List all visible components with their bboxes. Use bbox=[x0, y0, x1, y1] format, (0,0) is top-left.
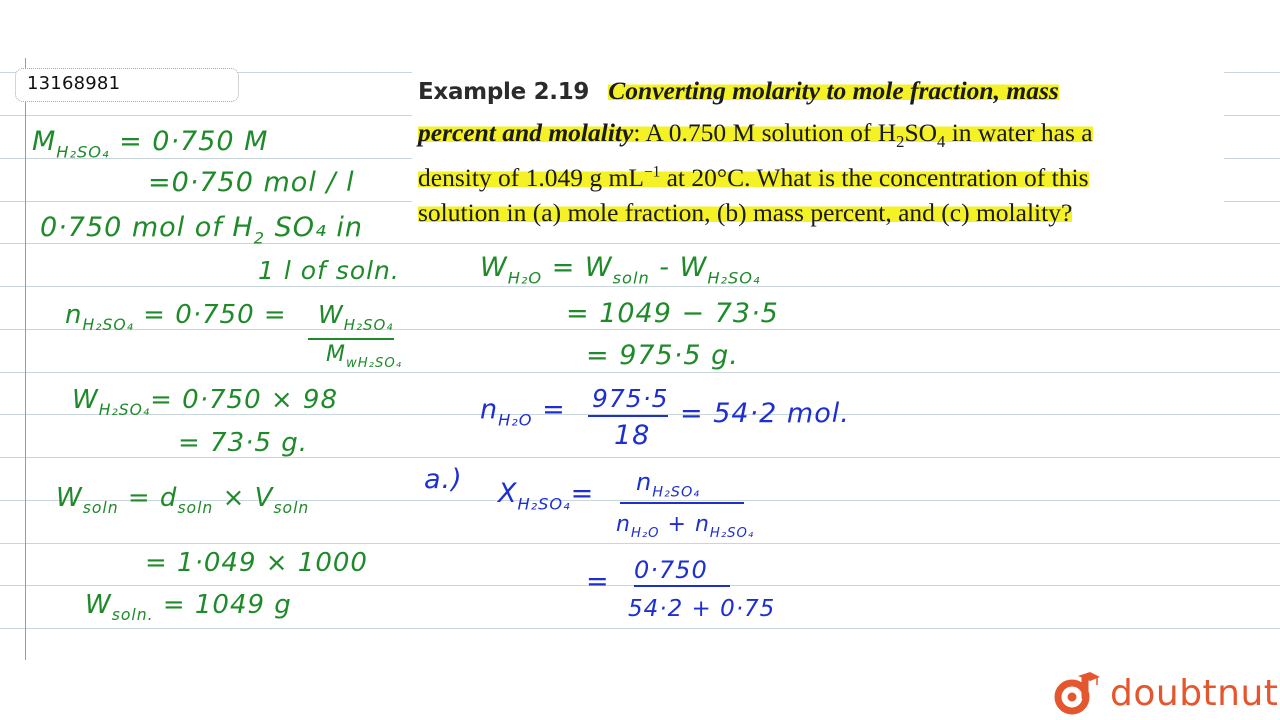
note-mf-value-denominator: 54·2 + 0·75 bbox=[628, 596, 776, 622]
example-label: Example 2.19 bbox=[418, 79, 590, 105]
question-id: 13168981 bbox=[27, 73, 121, 94]
note-density-times-volume: = 1·049 × 1000 bbox=[145, 548, 368, 578]
fraction-bar bbox=[588, 415, 668, 417]
fraction-bar bbox=[634, 585, 730, 587]
note-moles-h2so4: $n_{H_2SO_4} = 0\cdot 750$ = bbox=[65, 300, 287, 335]
note-mol-per-l: =0·750 mol / l bbox=[148, 167, 355, 198]
note-1l-soln: 1 l of soln. bbox=[258, 256, 400, 285]
textbook-line-3: density of 1.049 g $mL^{-1}$ at 20°C. What is the concentration of this bbox=[418, 162, 1089, 192]
textbook-line-2: percent and molality: A 0.750 M solution of $H_2SO_4$ in water has a bbox=[418, 118, 1093, 152]
textbook-line-4: solution in (a) mole fraction, (b) mass percent, and (c) molality? bbox=[418, 198, 1073, 227]
textbook-line-1 bbox=[418, 72, 1218, 111]
example-title: Converting molarity to mole fraction, mass bbox=[608, 76, 1059, 105]
fraction-bar bbox=[620, 502, 744, 504]
part-a-label: a.) bbox=[424, 464, 463, 495]
ruled-line bbox=[0, 543, 1280, 544]
note-moles-water-result: = 54·2 mol. bbox=[680, 398, 850, 429]
note-mole-fraction: $X_{H_2SO_4}=$ bbox=[498, 478, 595, 514]
doubtnut-logo bbox=[1052, 670, 1278, 716]
note-water-numerator: 975·5 bbox=[592, 384, 669, 413]
note-equals: = bbox=[586, 566, 610, 597]
doubtnut-logo-icon bbox=[1052, 670, 1102, 716]
brand-name: doubtnut bbox=[1110, 672, 1279, 714]
note-mf-value-numerator: 0·750 bbox=[634, 556, 708, 584]
note-subtraction: = 1049 − 73·5 bbox=[566, 298, 779, 329]
note-mass-h2so4: $W_{H_2SO_4}= 0\cdot 750 \times 98$ bbox=[72, 385, 339, 420]
margin-line bbox=[25, 58, 26, 660]
note-mass-solution-result: $W_{soln.} = 1049$ g bbox=[85, 590, 292, 625]
note-mass-water: $W_{H_2O} = W_{soln} - W_{H_2SO_4}$ bbox=[480, 252, 761, 288]
note-frac-denominator: $M_{wH_2SO_4}$ bbox=[326, 342, 403, 371]
note-moles-water: $n_{H_2O}$ = bbox=[480, 394, 566, 430]
fraction-bar bbox=[308, 338, 394, 340]
note-mf-numerator: $n_{H_2SO_4}$ bbox=[636, 468, 701, 501]
ruled-line bbox=[0, 628, 1280, 629]
note-mol-in: 0·750 mol of $H_2$ SO₄ in bbox=[40, 212, 364, 248]
ruled-line bbox=[0, 372, 1280, 373]
note-mass-solution: $W_{soln} = d_{soln} \times V_{soln}$ bbox=[56, 483, 310, 518]
note-water-mass-result: = 975·5 g. bbox=[586, 340, 739, 371]
note-frac-numerator: $W_{H_2SO_4}$ bbox=[318, 300, 394, 334]
note-molarity: $M_{H_2SO_4} = 0\cdot 750$ M bbox=[32, 126, 269, 162]
note-water-denominator: 18 bbox=[614, 420, 651, 451]
note-mass-result: = 73·5 g. bbox=[178, 428, 308, 458]
note-mf-denominator: $n_{H_2O} + n_{H_2SO_4}$ bbox=[616, 512, 755, 541]
